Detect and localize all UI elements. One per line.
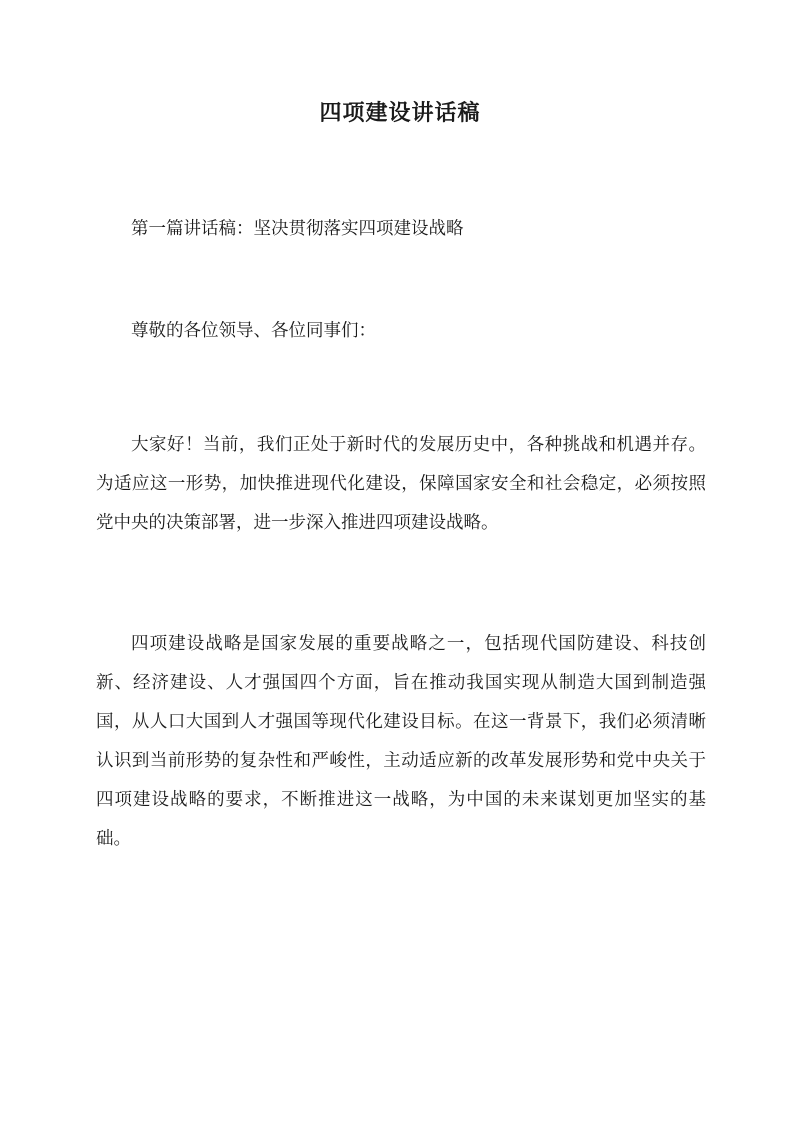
salutation: 尊敬的各位领导、各位同事们：: [131, 321, 376, 341]
paragraph-1: 大家好！当前，我们正处于新时代的发展历史中，各种挑战和机遇并存。为适应这一形势，加快推进现代化建设，保障国家安全和社会稳定，必须按照党中央的决策部署，进一步深入推进四项建设战略。: [96, 435, 706, 533]
speech-subtitle: 第一篇讲话稿：坚决贯彻落实四项建设战略: [131, 219, 464, 239]
document-title: 四项建设讲话稿: [319, 100, 481, 126]
paragraph-2: 四项建设战略是国家发展的重要战略之一，包括现代国防建设、科技创新、经济建设、人才强国四个方面，旨在推动我国实现从制造大国到制造强国，从人口大国到人才强国等现代化建设目标。在这一背景下，我们必须清晰认识到当前形势的复杂性和严峻性，主动适应新的改革发展形势和党中央关于四项建设战略的要求，不断推进这一战略，为中国的未来谋划更加坚实的基础。: [96, 634, 706, 849]
